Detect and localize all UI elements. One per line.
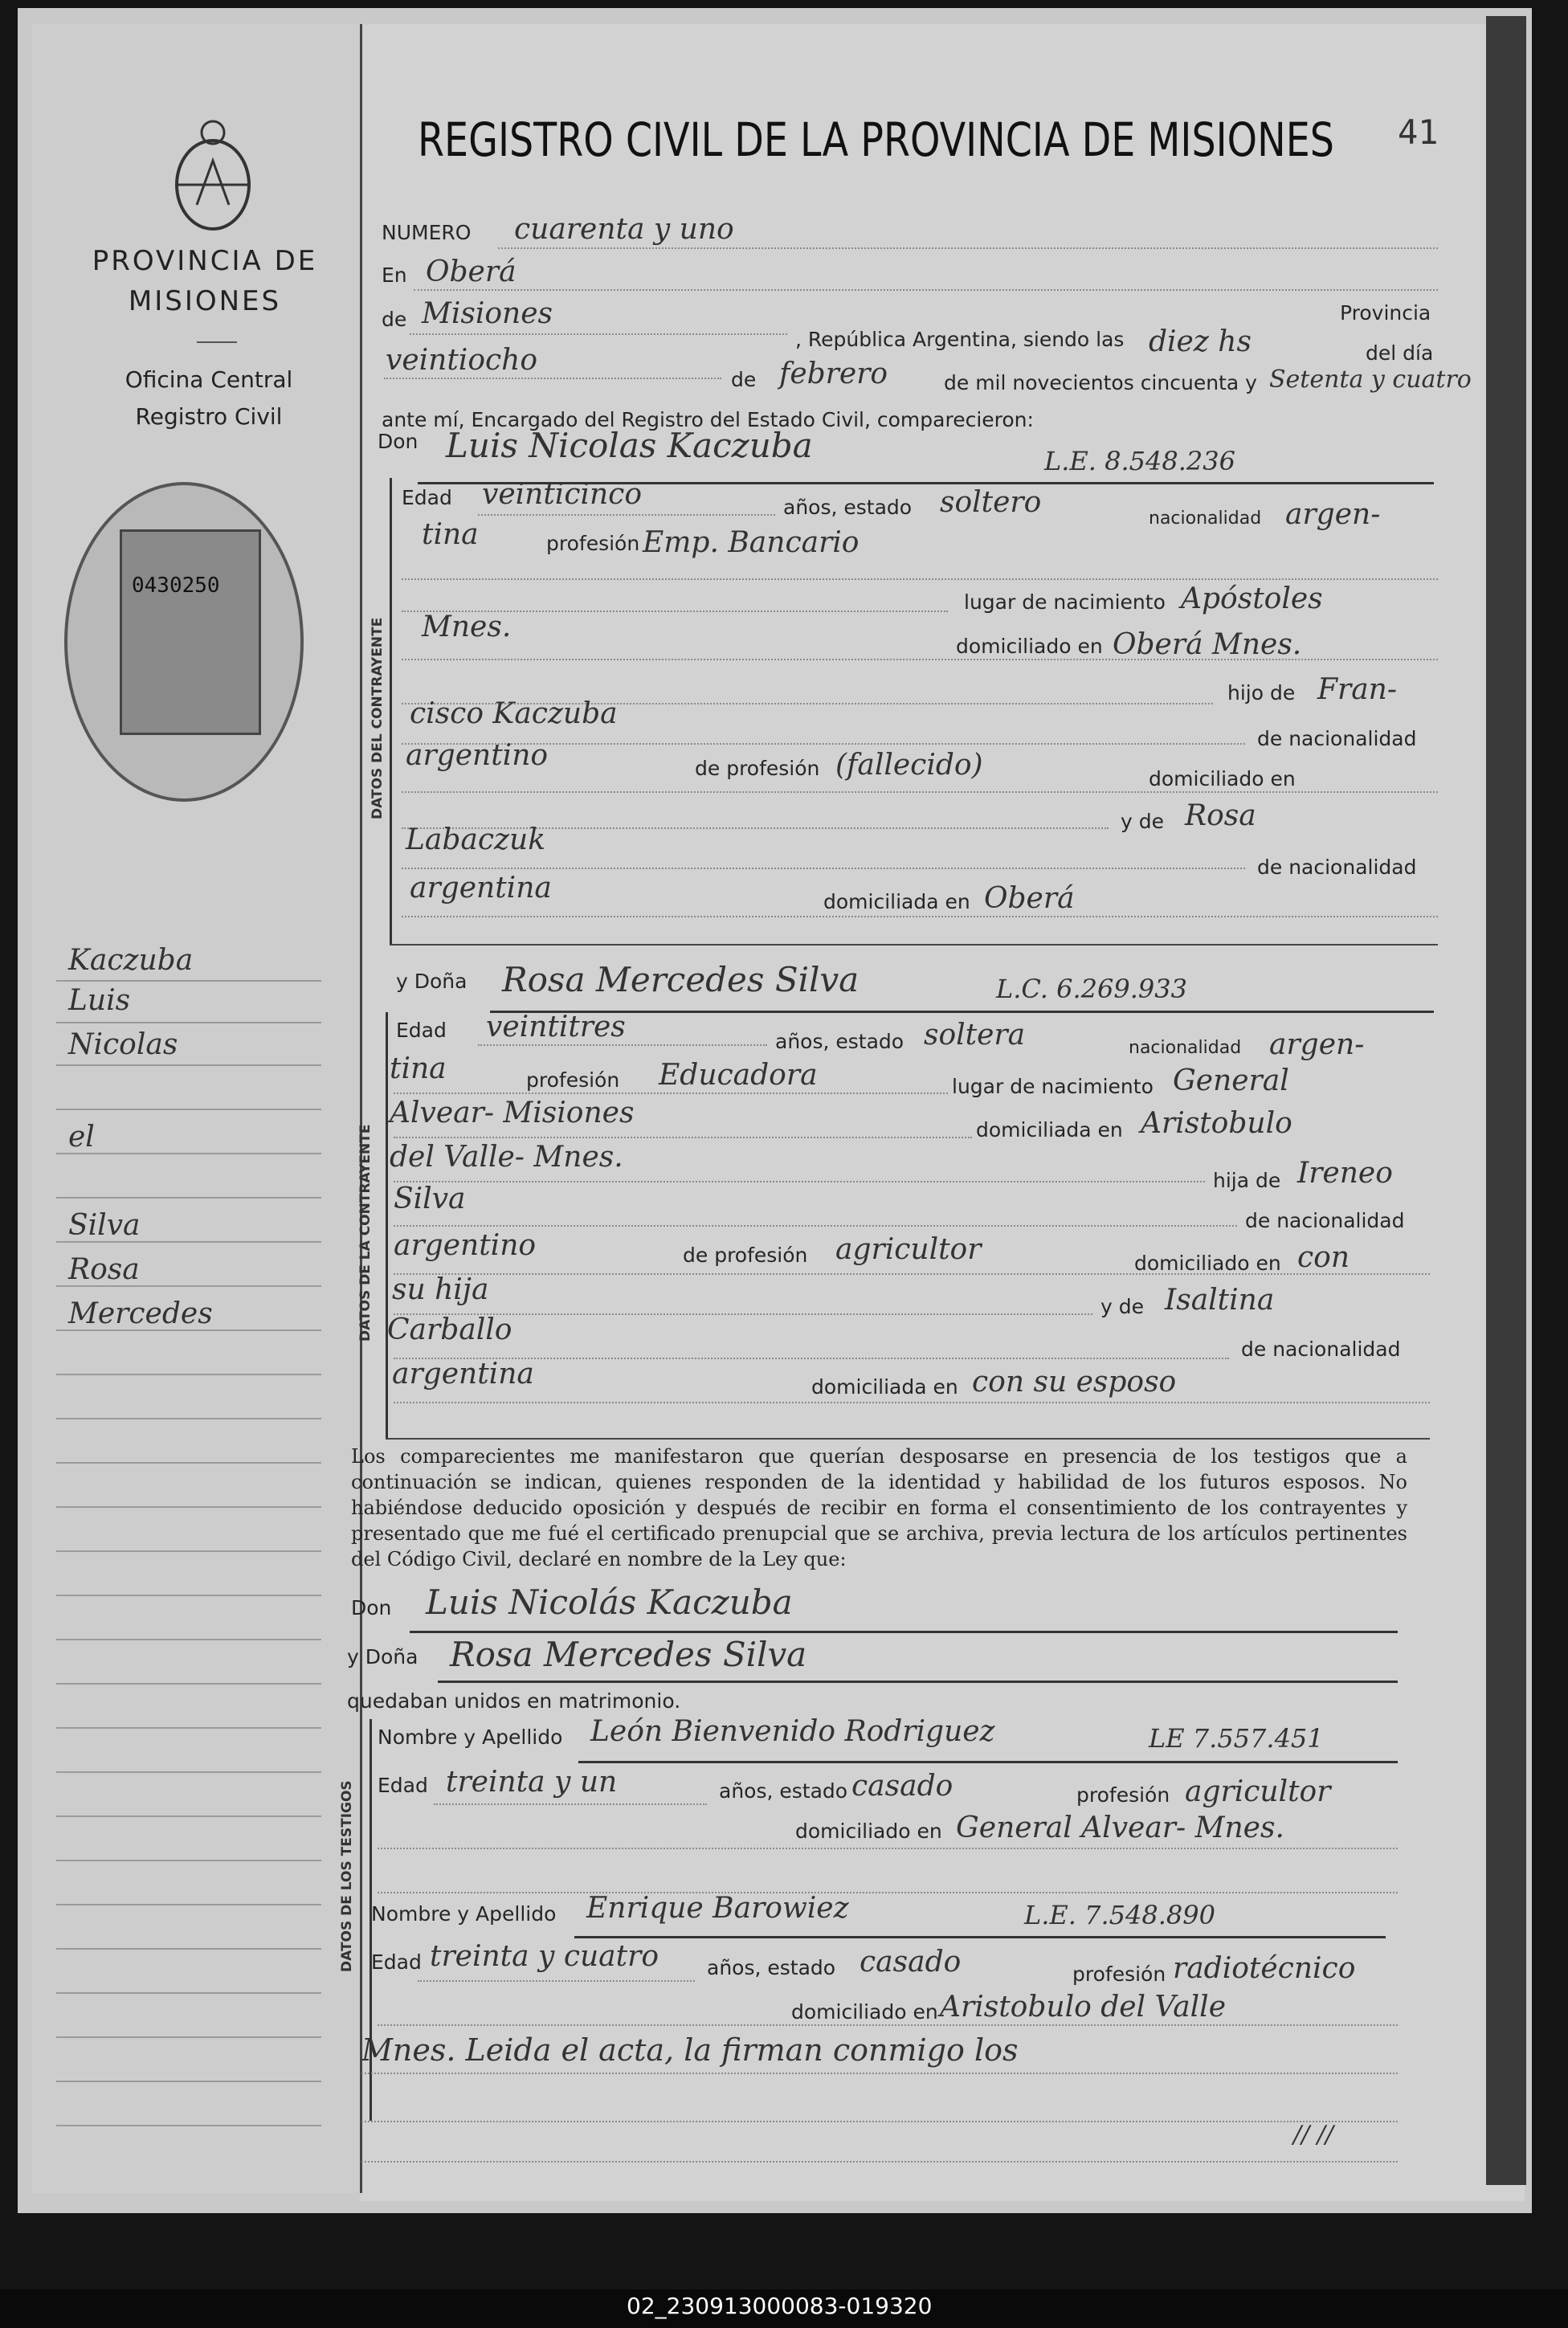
t2-edad-label: Edad [371, 1950, 422, 1974]
margin-note: Kaczuba [68, 944, 194, 977]
t2-prof: radiotécnico [1173, 1952, 1356, 1985]
margin-rule [56, 1418, 321, 1419]
dotted-line [394, 1273, 1430, 1275]
lugar-value-cont: Mnes. [422, 611, 512, 643]
t1-anos-estado-label: años, estado [719, 1779, 848, 1803]
madre-value-cont: Labaczuk [406, 823, 546, 856]
y-de-label: y de [1121, 810, 1164, 833]
dotted-line [378, 1892, 1398, 1893]
en-value: Oberá [426, 255, 517, 288]
don-value: Luis Nicolas Kaczuba [446, 426, 813, 465]
edad-label: Edad [402, 486, 452, 509]
office-line-1: Oficina Central [125, 366, 293, 393]
de-value: Misiones [422, 297, 553, 330]
de-nacionalidad-label-2: de nacionalidad [1241, 1338, 1401, 1361]
margin-note: Mercedes [68, 1297, 213, 1330]
padre-dom-cont: su hija [392, 1273, 489, 1306]
t1-doc: LE 7.557.451 [1149, 1723, 1324, 1754]
domiciliada2-label: domiciliada en [811, 1375, 958, 1399]
t2-edad: treinta y cuatro [430, 1940, 659, 1973]
dotted-line [478, 514, 775, 516]
margin-rule [56, 1727, 321, 1729]
padre-value: Ireneo [1297, 1157, 1393, 1190]
dotted-line [394, 1181, 1205, 1182]
madre-value: Isaltina [1165, 1284, 1275, 1317]
estado-value: soltero [940, 486, 1042, 519]
domiciliado-label: domiciliado en [956, 635, 1103, 658]
fiscal-stamp [64, 482, 304, 802]
section-bracket [390, 478, 392, 944]
de-nacionalidad-label: de nacionalidad [1245, 1209, 1405, 1232]
provincia-label: Provincia [1340, 301, 1431, 325]
margin-rule [56, 1109, 321, 1110]
nacionalidad-label: nacionalidad [1149, 508, 1262, 529]
margin-rule [56, 1197, 321, 1199]
margin-rule [56, 1639, 321, 1640]
t1-underline [578, 1761, 1398, 1763]
t2-estado: casado [860, 1946, 962, 1979]
province-name [48, 241, 361, 321]
margin-note: Nicolas [68, 1028, 178, 1061]
image-caption-bar [0, 2289, 1568, 2328]
de-profesion-label: de profesión [695, 757, 820, 780]
margin-rule [56, 1948, 321, 1950]
margin-rule [56, 1904, 321, 1905]
section-divider [390, 944, 1438, 945]
margin-rule [56, 1153, 321, 1154]
madre-dom: Oberá [984, 882, 1075, 915]
dotted-line [498, 247, 1438, 249]
image-caption: 02_230913000083-019320 [627, 2293, 933, 2319]
edad-value: veinticinco [482, 478, 643, 511]
don-label: Don [378, 430, 419, 453]
padre-value-cont: cisco Kaczuba [410, 697, 618, 730]
province-line-1: PROVINCIA DE [92, 245, 318, 277]
profesion-value: Emp. Bancario [643, 526, 860, 559]
decl-don-label: Don [351, 1596, 392, 1619]
contrayente-vertical-label: DATOS DEL CONTRAYENTE [370, 617, 386, 819]
margin-rule [56, 1595, 321, 1596]
t1-estado: casado [851, 1770, 953, 1803]
lugar-value-cont: Alvear- Misiones [390, 1097, 635, 1129]
margin-rule [56, 1064, 321, 1066]
margin-short-rule [197, 341, 237, 343]
anos-estado-label: años, estado [783, 496, 913, 519]
padre-dom: con [1297, 1241, 1350, 1274]
padre-prof: (fallecido) [835, 749, 983, 782]
margin-rule [56, 1374, 321, 1375]
document-title: REGISTRO CIVIL DE LA PROVINCIA DE MISIONES [418, 112, 1334, 167]
de-label: de [382, 308, 407, 331]
margin-rule [56, 1285, 321, 1287]
margin-rule [56, 1683, 321, 1685]
domiciliada-label: domiciliada en [976, 1118, 1123, 1142]
closing-text: Mnes. Leida el acta, la firman conmigo los [361, 2032, 1019, 2068]
margin-rule [56, 1860, 321, 1861]
madre-value-cont: Carballo [387, 1313, 512, 1346]
dotted-line [402, 868, 1245, 869]
ante-text: ante mí, Encargado del Registro del Estado Civil, comparecieron: [382, 408, 1034, 431]
edad-label: Edad [396, 1019, 447, 1042]
de2-label: de [731, 368, 757, 391]
nacionalidad-label: nacionalidad [1129, 1038, 1242, 1058]
t2-profesion-label: profesión [1072, 1962, 1166, 1986]
contrayenta-vertical-label: DATOS DE LA CONTRAYENTE [357, 1124, 374, 1342]
coat-of-arms-icon [169, 112, 257, 233]
t1-edad: treinta y un [446, 1766, 618, 1799]
padre-value-cont: Silva [394, 1182, 466, 1215]
nacionalidad-value: argen- [1269, 1028, 1365, 1061]
dia-value: veintiocho [386, 344, 538, 377]
office-name [88, 361, 329, 435]
domiciliada-value-cont: del Valle- Mnes. [390, 1141, 623, 1174]
dotted-line [378, 2024, 1398, 2026]
decl-dona-label: y Doña [347, 1645, 419, 1668]
edad-value: veintitres [486, 1011, 626, 1044]
dotted-line [402, 916, 1438, 917]
t1-domiciliado-label: domiciliado en [795, 1820, 942, 1843]
decl-don-value: Luis Nicolás Kaczuba [426, 1583, 793, 1622]
dotted-line [402, 578, 1438, 580]
testigos-vertical-label: DATOS DE LOS TESTIGOS [339, 1780, 355, 1972]
lugar-value: General [1173, 1064, 1289, 1097]
dotted-line [410, 333, 787, 335]
dona-label: y Doña [396, 970, 468, 993]
anos-estado-label: años, estado [775, 1030, 904, 1053]
t2-domiciliado-label: domiciliado en [791, 2000, 938, 2024]
dotted-line [394, 1225, 1237, 1227]
nacionalidad-value: argen- [1285, 498, 1381, 531]
margin-rule [56, 2081, 321, 2082]
dotted-line [394, 1093, 948, 1094]
nacionalidad-cont: tina [422, 518, 479, 551]
binding-shadow [1486, 16, 1526, 2185]
del-dia-label: del día [1366, 341, 1434, 365]
section-bracket [386, 1012, 388, 1438]
margin-rule [56, 980, 321, 982]
de-profesion-label: de profesión [683, 1244, 808, 1267]
t2-nombre-label: Nombre y Apellido [371, 1902, 557, 1926]
margin-rule [56, 1462, 321, 1464]
margin-rule [56, 2125, 321, 2126]
decl-don-underline [410, 1631, 1398, 1633]
t1-prof: agricultor [1185, 1775, 1331, 1808]
dotted-line [394, 1402, 1430, 1403]
anio-value: Setenta y cuatro [1269, 366, 1472, 394]
hija-label: hija de [1213, 1169, 1281, 1192]
domiciliado-en-label: domiciliado en [1134, 1252, 1281, 1275]
hora-value: diez hs [1149, 325, 1252, 358]
dotted-line [478, 1044, 767, 1046]
numero-value: cuarenta y uno [514, 213, 734, 246]
dona-doc: L.C. 6.269.933 [996, 974, 1187, 1004]
margin-note: Rosa [68, 1253, 140, 1286]
dotted-line [402, 659, 1438, 660]
madre-value: Rosa [1185, 799, 1256, 832]
republica-text: , República Argentina, siendo las [795, 328, 1125, 351]
decl-dona-value: Rosa Mercedes Silva [450, 1635, 807, 1674]
t1-dom: General Alvear- Mnes. [956, 1811, 1284, 1844]
mes-value: febrero [779, 357, 888, 390]
dotted-line [414, 289, 1438, 291]
lugar-value: Apóstoles [1181, 582, 1323, 615]
profesion-value: Educadora [659, 1059, 818, 1092]
margin-rule [56, 1241, 321, 1243]
t1-nombre-label: Nombre y Apellido [378, 1726, 563, 1749]
t2-nombre: Enrique Barowiez [586, 1892, 849, 1925]
dotted-line [402, 791, 1438, 793]
nacionalidad-cont: tina [390, 1052, 447, 1085]
t1-profesion-label: profesión [1076, 1783, 1170, 1807]
dotted-line [378, 1848, 1398, 1849]
province-line-2: MISIONES [128, 285, 282, 317]
dotted-line [361, 2121, 1398, 2122]
margin-note: el [68, 1121, 95, 1154]
margin-rule [56, 1329, 321, 1331]
madre-nac: argentina [392, 1358, 534, 1391]
de-nacionalidad-label-2: de nacionalidad [1257, 856, 1417, 879]
madre-nac: argentina [410, 872, 552, 905]
dotted-line [418, 1980, 695, 1982]
section-divider [386, 1438, 1430, 1440]
dona-value: Rosa Mercedes Silva [502, 960, 860, 999]
de-nacionalidad-label: de nacionalidad [1257, 727, 1417, 750]
margin-rule [56, 1771, 321, 1773]
dotted-line [361, 2073, 1398, 2074]
y-de-label: y de [1100, 1295, 1144, 1318]
t2-underline [574, 1936, 1386, 1938]
padre-value: Fran- [1317, 673, 1397, 706]
t1-nombre: León Bienvenido Rodriguez [590, 1715, 995, 1748]
profesion-label: profesión [546, 532, 640, 555]
madre-dom: con su esposo [972, 1366, 1177, 1399]
decl-dona-underline [438, 1681, 1398, 1683]
profesion-label: profesión [526, 1068, 620, 1092]
t2-dom: Aristobulo del Valle [940, 1991, 1226, 2024]
column-divider [360, 24, 362, 2193]
dotted-line [361, 2161, 1398, 2163]
mil-text: de mil novecientos cincuenta y [944, 371, 1257, 394]
hijo-label: hijo de [1227, 681, 1296, 705]
domiciliado-en-label: domiciliado en [1149, 767, 1296, 790]
page-number: 41 [1398, 112, 1439, 152]
padre-nac: argentino [394, 1229, 537, 1262]
don-doc: L.E. 8.548.236 [1044, 446, 1235, 476]
margin-rule [56, 2036, 321, 2038]
dona-underline [490, 1011, 1434, 1013]
padre-nac: argentino [406, 739, 549, 772]
margin-note: Luis [68, 984, 131, 1017]
lugar-label: lugar de nacimiento [964, 590, 1166, 614]
end-mark: // // [1293, 2121, 1333, 2149]
domiciliado-value: Oberá Mnes. [1113, 628, 1302, 661]
estado-value: soltera [924, 1019, 1026, 1052]
declaration-paragraph: Los comparecientes me manifestaron que querían desposarse en presencia de los testigos que a continuación se indican, quienes responden de la identidad y habilidad de los futuros esposos. No habiéndose deducido oposición y después de recibir en forma el consentimiento de los contrayentes y presentado que me fué el certificado prenupcial que se archiva, previa lectura de los artículos pertinentes del Código Civil, declaré en nombre de la Ley que: [351, 1445, 1407, 1570]
margin-note: Silva [68, 1209, 141, 1242]
en-label: En [382, 263, 407, 287]
stamp-inner [120, 529, 261, 735]
margin-rule [56, 1506, 321, 1508]
margin-rule [56, 1022, 321, 1023]
unidos-text: quedaban unidos en matrimonio. [347, 1689, 681, 1713]
margin-rule [56, 1992, 321, 1994]
stamp-number: 0430250 [132, 574, 220, 598]
dotted-line [384, 378, 721, 379]
domiciliada-value: Aristobulo [1141, 1107, 1292, 1140]
numero-label: NUMERO [382, 221, 472, 244]
t2-doc: L.E. 7.548.890 [1024, 1900, 1215, 1930]
margin-rule [56, 1550, 321, 1552]
dotted-line [434, 1803, 707, 1805]
t1-edad-label: Edad [378, 1774, 428, 1797]
domiciliada-label: domiciliada en [823, 890, 970, 913]
dotted-line [394, 1137, 972, 1138]
margin-rule [56, 1815, 321, 1817]
t2-anos-estado-label: años, estado [707, 1956, 836, 1979]
office-line-2: Registro Civil [135, 403, 283, 430]
lugar-label: lugar de nacimiento [952, 1075, 1154, 1098]
padre-prof: agricultor [835, 1233, 982, 1266]
